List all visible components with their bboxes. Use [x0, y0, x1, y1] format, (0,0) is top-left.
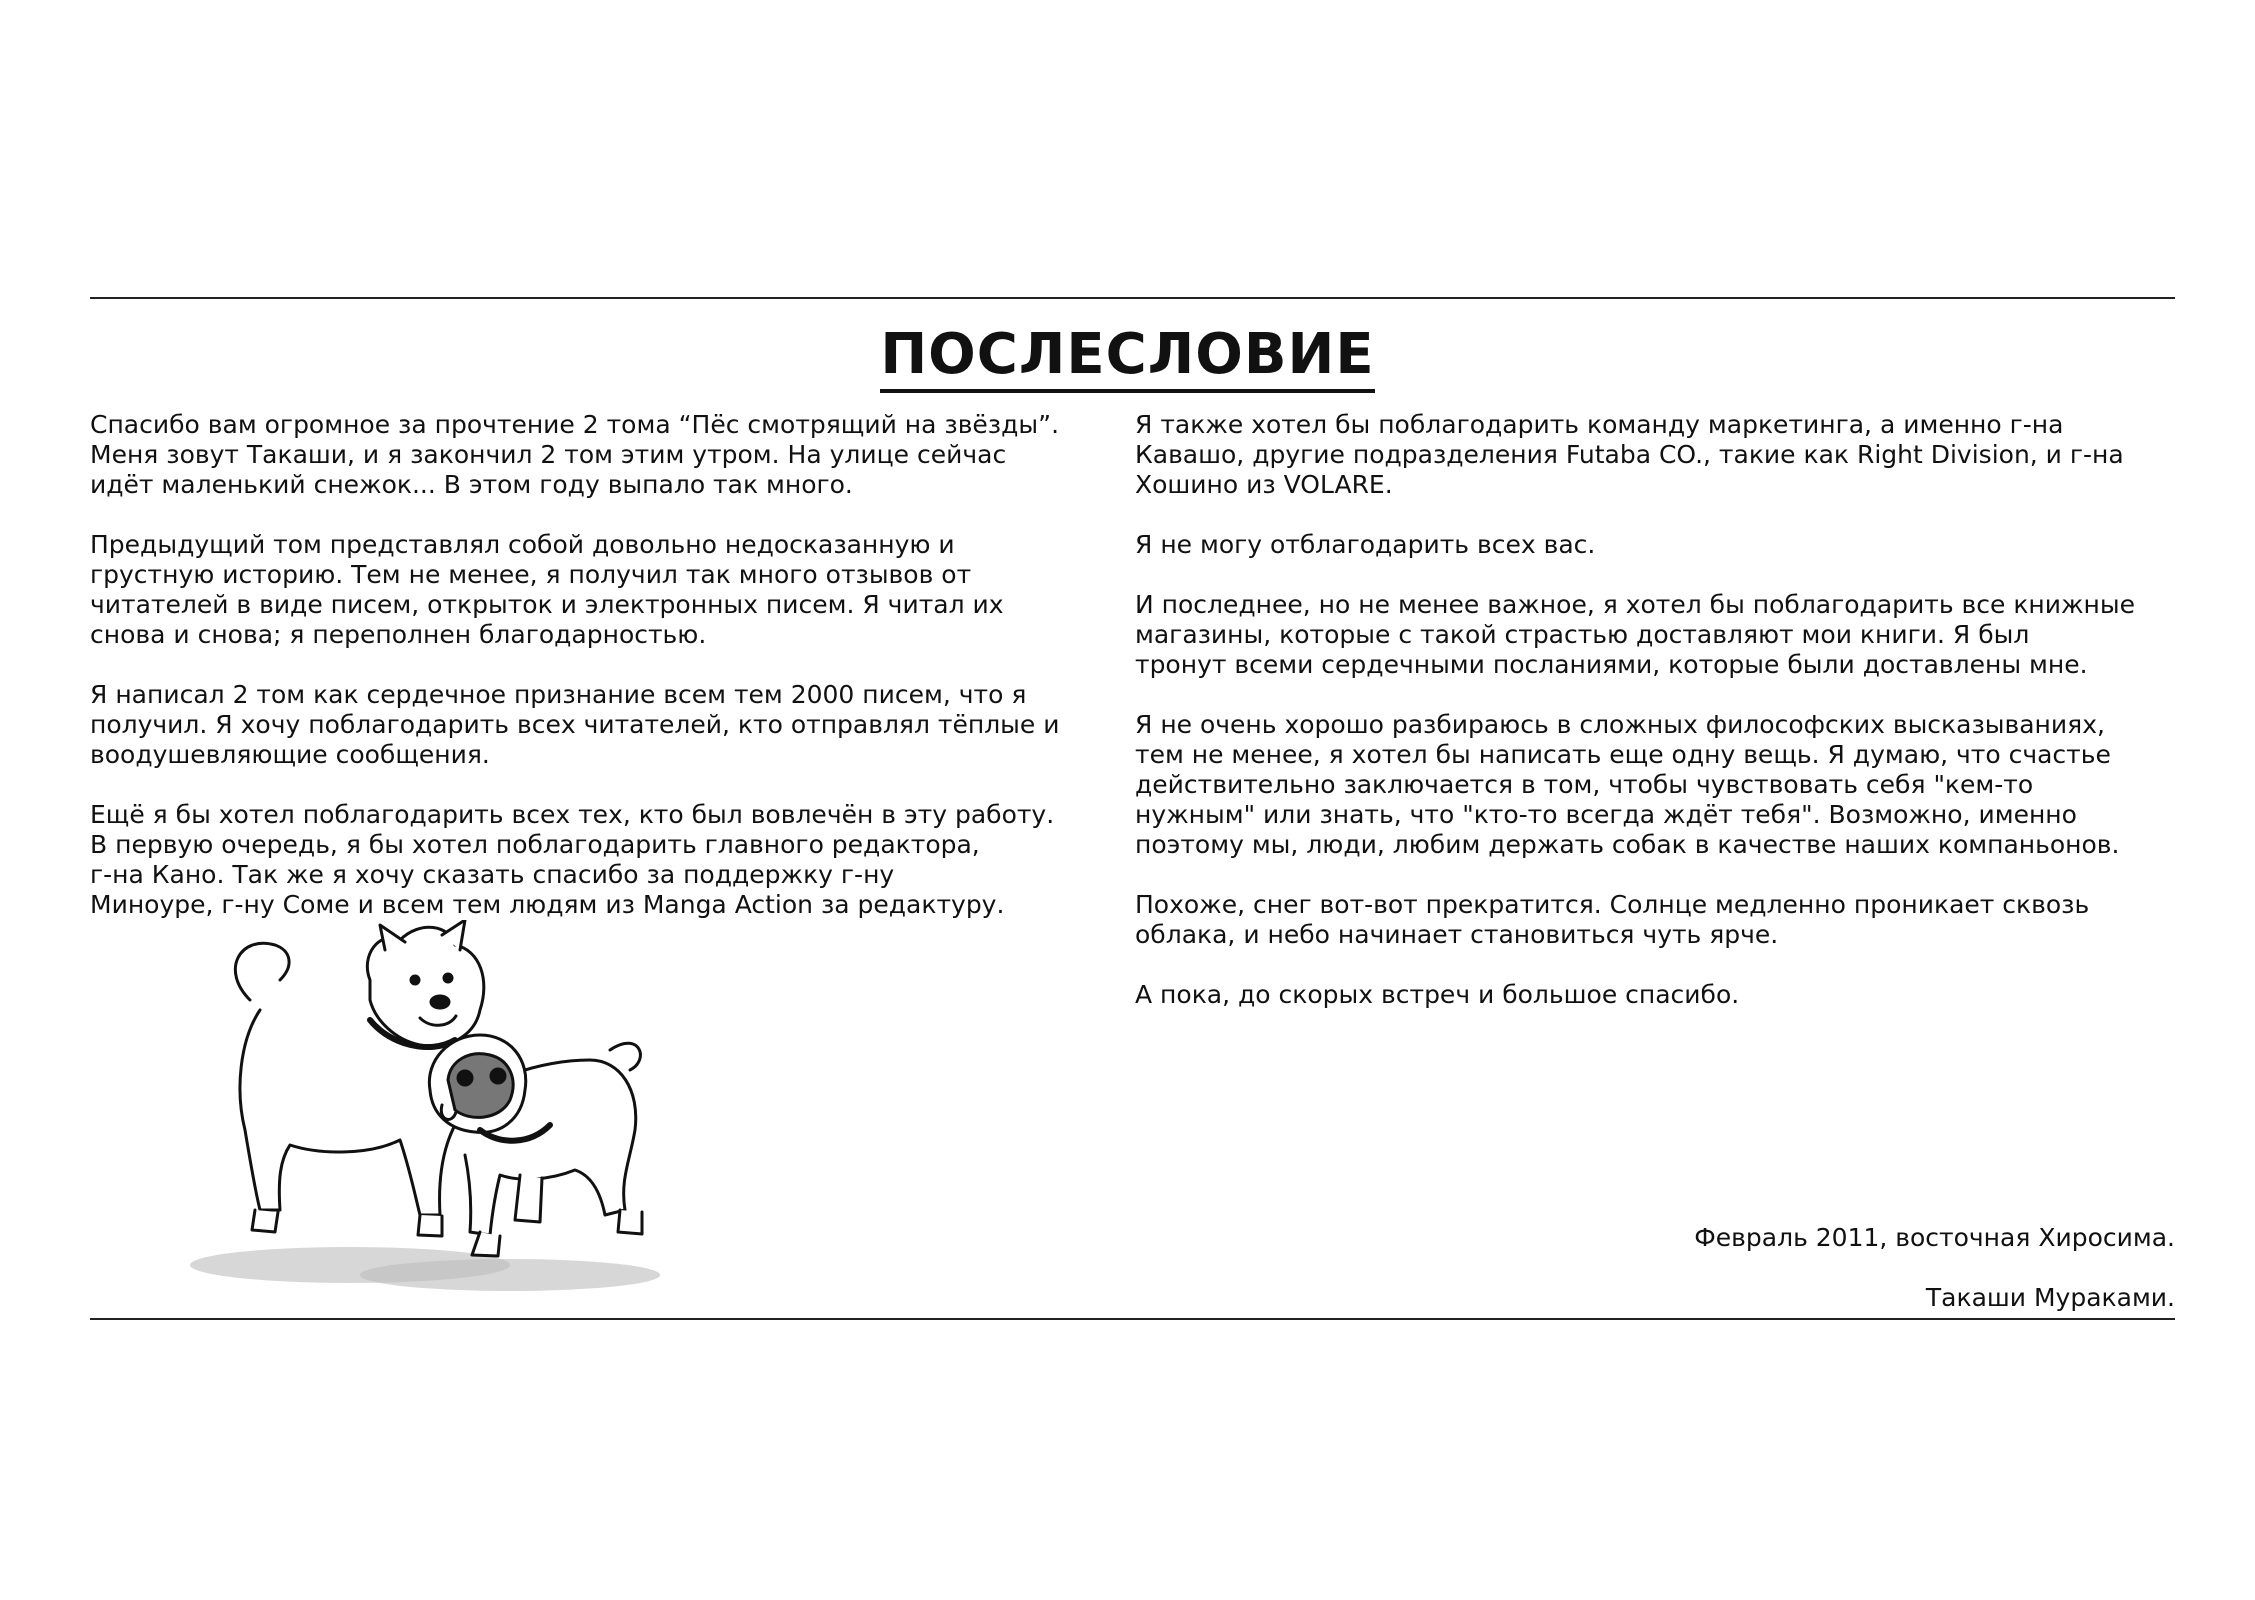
left-paragraph-2: Предыдущий том представлял собой довольно недосказанную и грустную историю. Тем не менее, я получил так много отзывов от читателей в виде писем, открыток и электронных писем. Я читал их снова и снова; я переполнен благодарностью. — [90, 530, 1004, 649]
pug-dog — [429, 1035, 642, 1256]
dogs-illustration-icon — [180, 920, 700, 1300]
left-paragraph-3: Я написал 2 том как сердечное признание всем тем 2000 писем, что я получил. Я хочу поблагодарить всех читателей, кто отправлял тёплые и воодушевляющие сообщения. — [90, 680, 1060, 769]
right-paragraph-3: И последнее, но не менее важное, я хотел бы поблагодарить все книжные магазины, которые с такой страстью доставляют мои книги. Я был тронут всеми сердечными посланиями, которые были доставлены мне. — [1135, 590, 2136, 679]
left-paragraph-4: Ещё я бы хотел поблагодарить всех тех, кто был вовлечён в эту работу. В первую очередь, я бы хотел поблагодарить главного редактора, г-на Кано. Так же я хочу сказать спасибо за поддержку г-ну Миноуре, г-ну Соме и всем тем людям из Manga Action за редактуру. — [90, 800, 1055, 919]
signature-author: Такаши Мураками. — [1925, 1283, 2175, 1312]
right-paragraph-2: Я не могу отблагодарить всех вас. — [1135, 530, 1596, 559]
bottom-divider — [90, 1318, 2175, 1320]
right-column — [1135, 410, 2175, 1040]
page-title-text: ПОСЛЕСЛОВИЕ — [880, 322, 1374, 393]
right-paragraph-1: Я также хотел бы поблагодарить команду маркетинга, а именно г-на Кавашо, другие подразделения Futaba CO., такие как Right Division, и г-на Хошино из VOLARE. — [1135, 410, 2124, 499]
page-title — [0, 322, 2255, 387]
right-paragraph-4: Я не очень хорошо разбираюсь в сложных философских высказываниях, тем не менее, я хотел бы написать еще одну вещь. Я думаю, что счастье действительно заключается в том, чтобы чувствовать себя "кем-то нужным" или знать, что "кто-то всегда ждёт тебя". Возможно, именно поэтому мы, люди, любим держать собак в качестве наших компаньонов. — [1135, 710, 2120, 859]
signature-date: Февраль 2011, восточная Хиросима. — [1694, 1223, 2175, 1252]
left-column — [90, 410, 1120, 950]
right-paragraph-6: А пока, до скорых встреч и большое спасибо. — [1135, 980, 1740, 1009]
right-paragraph-5: Похоже, снег вот-вот прекратится. Солнце медленно проникает сквозь облака, и небо начинает становиться чуть ярче. — [1135, 890, 2090, 949]
top-divider — [90, 297, 2175, 299]
left-paragraph-1: Спасибо вам огромное за прочтение 2 тома “Пёс смотрящий на звёзды”. Меня зовут Такаши, и я закончил 2 том этим утром. На улице сейчас идёт маленький снежок... В этом году выпало так много. — [90, 410, 1060, 499]
shadow-right — [360, 1259, 660, 1291]
